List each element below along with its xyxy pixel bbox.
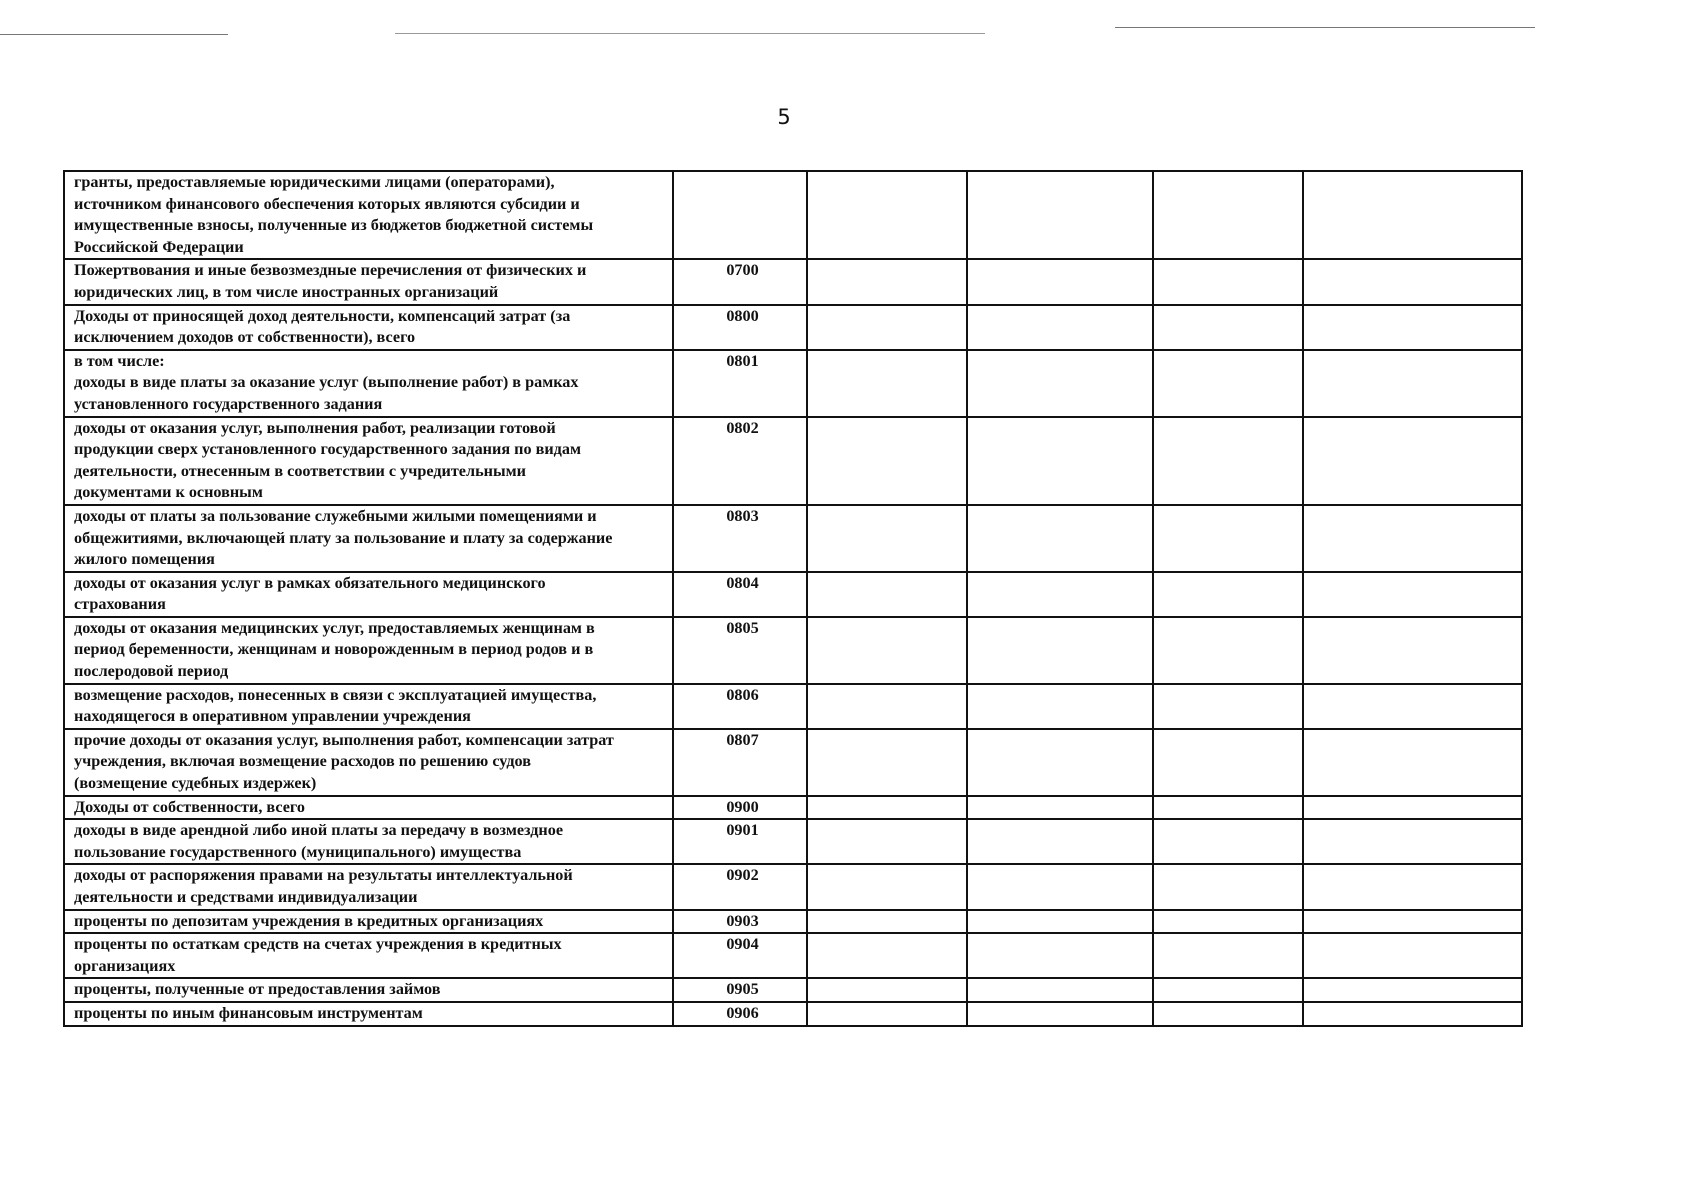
row-label: прочие доходы от оказания услуг, выполнения работ, компенсации затрат учреждения, включая возмещение расходов по решению судов (возмещение судебных издержек) xyxy=(64,729,673,796)
empty-value-cell xyxy=(807,1002,967,1026)
table-row xyxy=(64,864,1522,909)
empty-value-cell xyxy=(1303,350,1522,417)
empty-value-cell xyxy=(1153,684,1303,729)
income-table-body xyxy=(64,171,1522,1026)
empty-value-cell xyxy=(967,796,1153,820)
empty-value-cell xyxy=(807,417,967,505)
empty-value-cell xyxy=(1303,978,1522,1002)
row-label: доходы в виде арендной либо иной платы за передачу в возмездное пользование государственного (муниципального) имущества xyxy=(64,819,673,864)
row-code: 0905 xyxy=(673,978,807,1002)
row-code: 0901 xyxy=(673,819,807,864)
row-code: 0903 xyxy=(673,910,807,934)
empty-value-cell xyxy=(807,819,967,864)
row-code: 0904 xyxy=(673,933,807,978)
empty-value-cell xyxy=(1153,729,1303,796)
empty-value-cell xyxy=(1303,617,1522,684)
empty-value-cell xyxy=(967,978,1153,1002)
empty-value-cell xyxy=(1153,505,1303,572)
table-row xyxy=(64,684,1522,729)
row-label: проценты, полученные от предоставления займов xyxy=(64,978,673,1002)
row-code: 0802 xyxy=(673,417,807,505)
table-row xyxy=(64,933,1522,978)
row-code: 0900 xyxy=(673,796,807,820)
row-label: доходы от оказания услуг, выполнения работ, реализации готовой продукции сверх установленного государственного задания по видам деятельности, отнесенным в соответствии с учредительными документами к основным xyxy=(64,417,673,505)
empty-value-cell xyxy=(1303,259,1522,304)
empty-value-cell xyxy=(1303,910,1522,934)
table-row xyxy=(64,1002,1522,1026)
empty-value-cell xyxy=(967,572,1153,617)
row-label: Доходы от приносящей доход деятельности, компенсаций затрат (за исключением доходов от собственности), всего xyxy=(64,305,673,350)
empty-value-cell xyxy=(1153,864,1303,909)
table-row xyxy=(64,417,1522,505)
empty-value-cell xyxy=(807,617,967,684)
table-row xyxy=(64,910,1522,934)
empty-value-cell xyxy=(967,933,1153,978)
empty-value-cell xyxy=(1303,572,1522,617)
page-number: 5 xyxy=(777,105,791,129)
table-row xyxy=(64,305,1522,350)
empty-value-cell xyxy=(1303,417,1522,505)
empty-value-cell xyxy=(967,259,1153,304)
scan-artifact-line xyxy=(1115,27,1535,28)
table-row xyxy=(64,505,1522,572)
table-row xyxy=(64,978,1522,1002)
empty-value-cell xyxy=(1303,796,1522,820)
empty-value-cell xyxy=(807,796,967,820)
empty-value-cell xyxy=(807,305,967,350)
table-row xyxy=(64,617,1522,684)
empty-value-cell xyxy=(967,171,1153,259)
empty-value-cell xyxy=(1303,819,1522,864)
row-code: 0800 xyxy=(673,305,807,350)
empty-value-cell xyxy=(807,729,967,796)
row-label: доходы от платы за пользование служебными жилыми помещениями и общежитиями, включающей плату за пользование и плату за содержание жилого помещения xyxy=(64,505,673,572)
row-code: 0803 xyxy=(673,505,807,572)
table-row xyxy=(64,729,1522,796)
empty-value-cell xyxy=(807,864,967,909)
empty-value-cell xyxy=(1303,864,1522,909)
empty-value-cell xyxy=(1153,259,1303,304)
row-label: Доходы от собственности, всего xyxy=(64,796,673,820)
row-code: 0807 xyxy=(673,729,807,796)
income-table xyxy=(63,170,1523,1027)
scan-artifact-line xyxy=(395,33,985,34)
row-code: 0801 xyxy=(673,350,807,417)
row-label: проценты по остаткам средств на счетах учреждения в кредитных организациях xyxy=(64,933,673,978)
empty-value-cell xyxy=(1153,819,1303,864)
row-label: возмещение расходов, понесенных в связи с эксплуатацией имущества, находящегося в оперативном управлении учреждения xyxy=(64,684,673,729)
row-code xyxy=(673,171,807,259)
empty-value-cell xyxy=(1303,505,1522,572)
row-label: доходы от оказания медицинских услуг, предоставляемых женщинам в период беременности, женщинам и новорожденным в период родов и в послеродовой период xyxy=(64,617,673,684)
empty-value-cell xyxy=(967,350,1153,417)
empty-value-cell xyxy=(1153,1002,1303,1026)
row-code: 0906 xyxy=(673,1002,807,1026)
empty-value-cell xyxy=(967,1002,1153,1026)
empty-value-cell xyxy=(807,910,967,934)
scan-artifact-line xyxy=(0,34,228,35)
empty-value-cell xyxy=(1303,171,1522,259)
table-row xyxy=(64,796,1522,820)
table-row xyxy=(64,259,1522,304)
empty-value-cell xyxy=(1153,933,1303,978)
table-row xyxy=(64,819,1522,864)
empty-value-cell xyxy=(1153,796,1303,820)
empty-value-cell xyxy=(1303,1002,1522,1026)
empty-value-cell xyxy=(807,259,967,304)
empty-value-cell xyxy=(1153,171,1303,259)
table-row xyxy=(64,350,1522,417)
row-code: 0804 xyxy=(673,572,807,617)
empty-value-cell xyxy=(967,417,1153,505)
empty-value-cell xyxy=(1153,910,1303,934)
empty-value-cell xyxy=(967,864,1153,909)
row-code: 0806 xyxy=(673,684,807,729)
empty-value-cell xyxy=(807,933,967,978)
empty-value-cell xyxy=(1153,417,1303,505)
table-row xyxy=(64,572,1522,617)
empty-value-cell xyxy=(807,978,967,1002)
empty-value-cell xyxy=(967,910,1153,934)
empty-value-cell xyxy=(807,350,967,417)
table-row xyxy=(64,171,1522,259)
empty-value-cell xyxy=(967,684,1153,729)
empty-value-cell xyxy=(1303,933,1522,978)
empty-value-cell xyxy=(967,305,1153,350)
row-code: 0902 xyxy=(673,864,807,909)
empty-value-cell xyxy=(807,505,967,572)
empty-value-cell xyxy=(1153,572,1303,617)
empty-value-cell xyxy=(1153,617,1303,684)
empty-value-cell xyxy=(1303,305,1522,350)
empty-value-cell xyxy=(1303,684,1522,729)
row-label: гранты, предоставляемые юридическими лицами (операторами), источником финансового обеспечения которых являются субсидии и имущественные взносы, полученные из бюджетов бюджетной системы Российской Федерации xyxy=(64,171,673,259)
empty-value-cell xyxy=(1153,350,1303,417)
empty-value-cell xyxy=(807,684,967,729)
empty-value-cell xyxy=(1153,978,1303,1002)
row-code: 0805 xyxy=(673,617,807,684)
row-label: проценты по иным финансовым инструментам xyxy=(64,1002,673,1026)
row-label: доходы от распоряжения правами на результаты интеллектуальной деятельности и средствами индивидуализации xyxy=(64,864,673,909)
empty-value-cell xyxy=(807,171,967,259)
empty-value-cell xyxy=(967,617,1153,684)
row-label: Пожертвования и иные безвозмездные перечисления от физических и юридических лиц, в том числе иностранных организаций xyxy=(64,259,673,304)
row-code: 0700 xyxy=(673,259,807,304)
row-label: доходы от оказания услуг в рамках обязательного медицинского страхования xyxy=(64,572,673,617)
empty-value-cell xyxy=(967,819,1153,864)
empty-value-cell xyxy=(1153,305,1303,350)
row-label: проценты по депозитам учреждения в кредитных организациях xyxy=(64,910,673,934)
empty-value-cell xyxy=(967,729,1153,796)
empty-value-cell xyxy=(1303,729,1522,796)
empty-value-cell xyxy=(967,505,1153,572)
row-label: в том числе: доходы в виде платы за оказание услуг (выполнение работ) в рамках установленного государственного задания xyxy=(64,350,673,417)
empty-value-cell xyxy=(807,572,967,617)
